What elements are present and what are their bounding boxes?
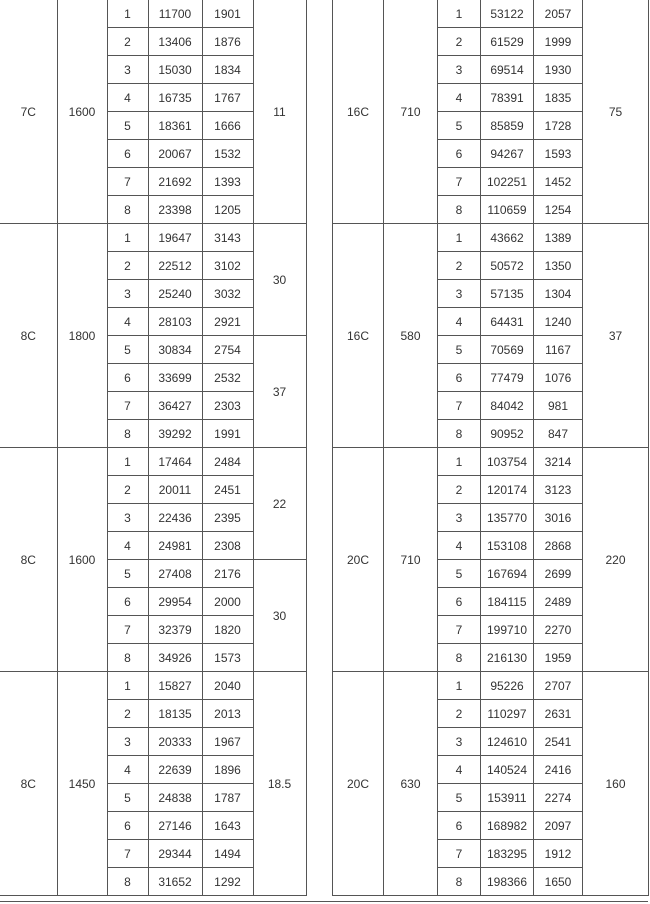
pressure-cell: 1896 bbox=[202, 756, 253, 784]
flow-cell: 23398 bbox=[148, 196, 202, 224]
flow-cell: 11700 bbox=[148, 0, 202, 28]
flow-cell: 90952 bbox=[481, 420, 534, 448]
model-cell: 16C bbox=[333, 224, 384, 448]
point-number-cell: 6 bbox=[438, 812, 481, 840]
flow-cell: 17464 bbox=[148, 448, 202, 476]
flow-cell: 20333 bbox=[148, 728, 202, 756]
pressure-cell: 1254 bbox=[534, 196, 583, 224]
table-row bbox=[0, 672, 306, 700]
fan-performance-table-left bbox=[0, 0, 307, 896]
pressure-cell: 1901 bbox=[202, 0, 253, 28]
flow-cell: 168982 bbox=[481, 812, 534, 840]
flow-cell: 199710 bbox=[481, 616, 534, 644]
point-number-cell: 5 bbox=[107, 336, 148, 364]
flow-cell: 153108 bbox=[481, 532, 534, 560]
pressure-cell: 1292 bbox=[202, 868, 253, 896]
flow-cell: 28103 bbox=[148, 308, 202, 336]
flow-cell: 167694 bbox=[481, 560, 534, 588]
pressure-cell: 1389 bbox=[534, 224, 583, 252]
pressure-cell: 2013 bbox=[202, 700, 253, 728]
pressure-cell: 2057 bbox=[534, 0, 583, 28]
pressure-cell: 3123 bbox=[534, 476, 583, 504]
flow-cell: 198366 bbox=[481, 868, 534, 896]
table-row bbox=[333, 224, 649, 252]
flow-cell: 39292 bbox=[148, 420, 202, 448]
pressure-cell: 2451 bbox=[202, 476, 253, 504]
table-bottom-border bbox=[0, 901, 648, 902]
flow-cell: 53122 bbox=[481, 0, 534, 28]
pressure-cell: 847 bbox=[534, 420, 583, 448]
pressure-cell: 3214 bbox=[534, 448, 583, 476]
pressure-cell: 2176 bbox=[202, 560, 253, 588]
flow-cell: 50572 bbox=[481, 252, 534, 280]
flow-cell: 43662 bbox=[481, 224, 534, 252]
point-number-cell: 5 bbox=[438, 784, 481, 812]
pressure-cell: 2303 bbox=[202, 392, 253, 420]
point-number-cell: 1 bbox=[438, 448, 481, 476]
pressure-cell: 2484 bbox=[202, 448, 253, 476]
pressure-cell: 3102 bbox=[202, 252, 253, 280]
flow-cell: 20011 bbox=[148, 476, 202, 504]
pressure-cell: 2754 bbox=[202, 336, 253, 364]
point-number-cell: 5 bbox=[438, 560, 481, 588]
point-number-cell: 7 bbox=[107, 840, 148, 868]
pressure-cell: 1999 bbox=[534, 28, 583, 56]
flow-cell: 29344 bbox=[148, 840, 202, 868]
pressure-cell: 1912 bbox=[534, 840, 583, 868]
power-cell: 160 bbox=[583, 672, 649, 896]
power-cell: 30 bbox=[253, 560, 306, 672]
pressure-cell: 1787 bbox=[202, 784, 253, 812]
power-cell: 30 bbox=[253, 224, 306, 336]
point-number-cell: 3 bbox=[107, 728, 148, 756]
model-cell: 8C bbox=[0, 448, 57, 672]
flow-cell: 25240 bbox=[148, 280, 202, 308]
point-number-cell: 1 bbox=[107, 0, 148, 28]
flow-cell: 57135 bbox=[481, 280, 534, 308]
pressure-cell: 1991 bbox=[202, 420, 253, 448]
flow-cell: 135770 bbox=[481, 504, 534, 532]
point-number-cell: 1 bbox=[438, 672, 481, 700]
flow-cell: 27408 bbox=[148, 560, 202, 588]
flow-cell: 95226 bbox=[481, 672, 534, 700]
point-number-cell: 1 bbox=[438, 224, 481, 252]
flow-cell: 18135 bbox=[148, 700, 202, 728]
speed-cell: 710 bbox=[384, 0, 438, 224]
model-cell: 20C bbox=[333, 672, 384, 896]
pressure-cell: 2541 bbox=[534, 728, 583, 756]
pressure-cell: 3032 bbox=[202, 280, 253, 308]
pressure-cell: 1240 bbox=[534, 308, 583, 336]
point-number-cell: 2 bbox=[438, 28, 481, 56]
pressure-cell: 3016 bbox=[534, 504, 583, 532]
point-number-cell: 8 bbox=[107, 868, 148, 896]
point-number-cell: 1 bbox=[438, 0, 481, 28]
flow-cell: 34926 bbox=[148, 644, 202, 672]
table-row bbox=[0, 224, 306, 252]
speed-cell: 580 bbox=[384, 224, 438, 448]
flow-cell: 31652 bbox=[148, 868, 202, 896]
power-cell: 18.5 bbox=[253, 672, 306, 896]
speed-cell: 1800 bbox=[57, 224, 107, 448]
pressure-cell: 1876 bbox=[202, 28, 253, 56]
point-number-cell: 8 bbox=[107, 420, 148, 448]
flow-cell: 18361 bbox=[148, 112, 202, 140]
point-number-cell: 6 bbox=[438, 140, 481, 168]
power-cell: 37 bbox=[253, 336, 306, 448]
flow-cell: 69514 bbox=[481, 56, 534, 84]
model-cell: 8C bbox=[0, 224, 57, 448]
point-number-cell: 3 bbox=[438, 728, 481, 756]
pressure-cell: 1820 bbox=[202, 616, 253, 644]
pressure-cell: 1205 bbox=[202, 196, 253, 224]
pressure-cell: 2308 bbox=[202, 532, 253, 560]
flow-cell: 20067 bbox=[148, 140, 202, 168]
pressure-cell: 2274 bbox=[534, 784, 583, 812]
point-number-cell: 7 bbox=[438, 392, 481, 420]
point-number-cell: 6 bbox=[438, 364, 481, 392]
pressure-cell: 2707 bbox=[534, 672, 583, 700]
point-number-cell: 8 bbox=[438, 420, 481, 448]
power-cell: 75 bbox=[583, 0, 649, 224]
flow-cell: 21692 bbox=[148, 168, 202, 196]
speed-cell: 1450 bbox=[57, 672, 107, 896]
power-cell: 22 bbox=[253, 448, 306, 560]
table-row bbox=[333, 448, 649, 476]
point-number-cell: 1 bbox=[107, 224, 148, 252]
flow-cell: 140524 bbox=[481, 756, 534, 784]
pressure-cell: 2000 bbox=[202, 588, 253, 616]
flow-cell: 110659 bbox=[481, 196, 534, 224]
flow-cell: 184115 bbox=[481, 588, 534, 616]
pressure-cell: 1666 bbox=[202, 112, 253, 140]
point-number-cell: 8 bbox=[438, 644, 481, 672]
pressure-cell: 1167 bbox=[534, 336, 583, 364]
model-cell: 16C bbox=[333, 0, 384, 224]
point-number-cell: 3 bbox=[107, 280, 148, 308]
point-number-cell: 3 bbox=[438, 56, 481, 84]
point-number-cell: 4 bbox=[438, 308, 481, 336]
flow-cell: 102251 bbox=[481, 168, 534, 196]
flow-cell: 15030 bbox=[148, 56, 202, 84]
pressure-cell: 1930 bbox=[534, 56, 583, 84]
point-number-cell: 8 bbox=[438, 196, 481, 224]
point-number-cell: 4 bbox=[107, 532, 148, 560]
flow-cell: 78391 bbox=[481, 84, 534, 112]
point-number-cell: 5 bbox=[107, 784, 148, 812]
pressure-cell: 2097 bbox=[534, 812, 583, 840]
pressure-cell: 1593 bbox=[534, 140, 583, 168]
point-number-cell: 5 bbox=[107, 560, 148, 588]
pressure-cell: 1728 bbox=[534, 112, 583, 140]
flow-cell: 103754 bbox=[481, 448, 534, 476]
flow-cell: 22639 bbox=[148, 756, 202, 784]
pressure-cell: 1532 bbox=[202, 140, 253, 168]
point-number-cell: 4 bbox=[107, 84, 148, 112]
pressure-cell: 981 bbox=[534, 392, 583, 420]
flow-cell: 33699 bbox=[148, 364, 202, 392]
pressure-cell: 2699 bbox=[534, 560, 583, 588]
flow-cell: 13406 bbox=[148, 28, 202, 56]
flow-cell: 32379 bbox=[148, 616, 202, 644]
pressure-cell: 2270 bbox=[534, 616, 583, 644]
point-number-cell: 7 bbox=[438, 168, 481, 196]
point-number-cell: 2 bbox=[438, 476, 481, 504]
point-number-cell: 7 bbox=[438, 616, 481, 644]
point-number-cell: 7 bbox=[438, 840, 481, 868]
flow-cell: 64431 bbox=[481, 308, 534, 336]
point-number-cell: 2 bbox=[107, 28, 148, 56]
pressure-cell: 1076 bbox=[534, 364, 583, 392]
flow-cell: 27146 bbox=[148, 812, 202, 840]
point-number-cell: 6 bbox=[107, 364, 148, 392]
flow-cell: 85859 bbox=[481, 112, 534, 140]
point-number-cell: 3 bbox=[438, 280, 481, 308]
point-number-cell: 5 bbox=[438, 336, 481, 364]
point-number-cell: 5 bbox=[107, 112, 148, 140]
point-number-cell: 6 bbox=[438, 588, 481, 616]
fan-performance-table-right bbox=[332, 0, 649, 896]
flow-cell: 120174 bbox=[481, 476, 534, 504]
power-cell: 37 bbox=[583, 224, 649, 448]
speed-cell: 710 bbox=[384, 448, 438, 672]
pressure-cell: 2532 bbox=[202, 364, 253, 392]
pressure-cell: 2395 bbox=[202, 504, 253, 532]
flow-cell: 16735 bbox=[148, 84, 202, 112]
point-number-cell: 4 bbox=[438, 84, 481, 112]
pressure-cell: 1650 bbox=[534, 868, 583, 896]
point-number-cell: 5 bbox=[438, 112, 481, 140]
point-number-cell: 2 bbox=[438, 252, 481, 280]
flow-cell: 70569 bbox=[481, 336, 534, 364]
point-number-cell: 2 bbox=[107, 476, 148, 504]
flow-cell: 183295 bbox=[481, 840, 534, 868]
flow-cell: 24838 bbox=[148, 784, 202, 812]
flow-cell: 110297 bbox=[481, 700, 534, 728]
pressure-cell: 2040 bbox=[202, 672, 253, 700]
flow-cell: 30834 bbox=[148, 336, 202, 364]
point-number-cell: 4 bbox=[107, 308, 148, 336]
pressure-cell: 1835 bbox=[534, 84, 583, 112]
point-number-cell: 4 bbox=[438, 756, 481, 784]
point-number-cell: 4 bbox=[107, 756, 148, 784]
pressure-cell: 1834 bbox=[202, 56, 253, 84]
flow-cell: 61529 bbox=[481, 28, 534, 56]
point-number-cell: 6 bbox=[107, 140, 148, 168]
pressure-cell: 1350 bbox=[534, 252, 583, 280]
table-row bbox=[333, 0, 649, 28]
pressure-cell: 1643 bbox=[202, 812, 253, 840]
point-number-cell: 2 bbox=[438, 700, 481, 728]
point-number-cell: 3 bbox=[107, 56, 148, 84]
point-number-cell: 7 bbox=[107, 392, 148, 420]
point-number-cell: 6 bbox=[107, 812, 148, 840]
point-number-cell: 4 bbox=[438, 532, 481, 560]
pressure-cell: 2631 bbox=[534, 700, 583, 728]
flow-cell: 94267 bbox=[481, 140, 534, 168]
flow-cell: 84042 bbox=[481, 392, 534, 420]
point-number-cell: 8 bbox=[438, 868, 481, 896]
point-number-cell: 2 bbox=[107, 700, 148, 728]
speed-cell: 1600 bbox=[57, 0, 107, 224]
point-number-cell: 6 bbox=[107, 588, 148, 616]
speed-cell: 630 bbox=[384, 672, 438, 896]
point-number-cell: 1 bbox=[107, 448, 148, 476]
flow-cell: 77479 bbox=[481, 364, 534, 392]
point-number-cell: 3 bbox=[107, 504, 148, 532]
point-number-cell: 7 bbox=[107, 168, 148, 196]
power-cell: 220 bbox=[583, 448, 649, 672]
point-number-cell: 2 bbox=[107, 252, 148, 280]
flow-cell: 153911 bbox=[481, 784, 534, 812]
pressure-cell: 1452 bbox=[534, 168, 583, 196]
model-cell: 8C bbox=[0, 672, 57, 896]
pressure-cell: 1959 bbox=[534, 644, 583, 672]
pressure-cell: 1304 bbox=[534, 280, 583, 308]
table-row bbox=[333, 672, 649, 700]
table-row bbox=[0, 448, 306, 476]
pressure-cell: 2489 bbox=[534, 588, 583, 616]
point-number-cell: 1 bbox=[107, 672, 148, 700]
pressure-cell: 3143 bbox=[202, 224, 253, 252]
table-row bbox=[0, 0, 306, 28]
point-number-cell: 8 bbox=[107, 196, 148, 224]
model-cell: 7C bbox=[0, 0, 57, 224]
point-number-cell: 8 bbox=[107, 644, 148, 672]
pressure-cell: 1393 bbox=[202, 168, 253, 196]
flow-cell: 22512 bbox=[148, 252, 202, 280]
pressure-cell: 1967 bbox=[202, 728, 253, 756]
pressure-cell: 2416 bbox=[534, 756, 583, 784]
pressure-cell: 1573 bbox=[202, 644, 253, 672]
pressure-cell: 2921 bbox=[202, 308, 253, 336]
pressure-cell: 1494 bbox=[202, 840, 253, 868]
power-cell: 11 bbox=[253, 0, 306, 224]
model-cell: 20C bbox=[333, 448, 384, 672]
flow-cell: 15827 bbox=[148, 672, 202, 700]
speed-cell: 1600 bbox=[57, 448, 107, 672]
point-number-cell: 3 bbox=[438, 504, 481, 532]
flow-cell: 24981 bbox=[148, 532, 202, 560]
point-number-cell: 7 bbox=[107, 616, 148, 644]
flow-cell: 36427 bbox=[148, 392, 202, 420]
flow-cell: 19647 bbox=[148, 224, 202, 252]
flow-cell: 216130 bbox=[481, 644, 534, 672]
flow-cell: 124610 bbox=[481, 728, 534, 756]
flow-cell: 22436 bbox=[148, 504, 202, 532]
pressure-cell: 2868 bbox=[534, 532, 583, 560]
pressure-cell: 1767 bbox=[202, 84, 253, 112]
flow-cell: 29954 bbox=[148, 588, 202, 616]
